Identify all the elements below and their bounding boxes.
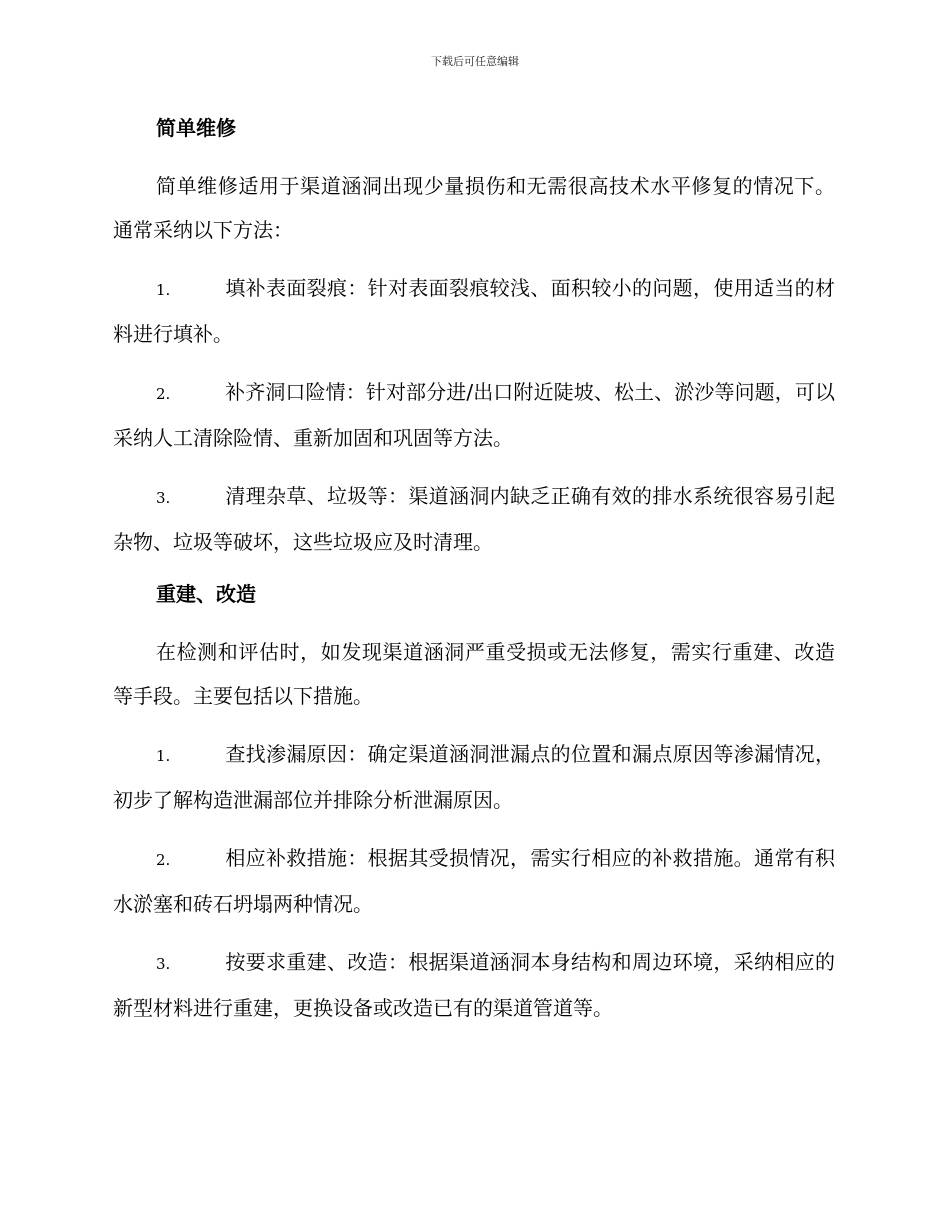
list-item (113, 940, 835, 1030)
list-number: 3. (156, 955, 171, 973)
section-intro-rebuild: 在检测和评估时，如发现渠道涵洞严重受损或无法修复，需实行重建、改造等手段。主要包括以下措施。 (113, 640, 835, 708)
list-item (113, 370, 835, 460)
list-item-text: 补齐洞口险情：针对部分进/出口附近陡坡、松土、淤沙等问题，可以采纳人工清除险情、重新加固和巩固等方法。 (113, 380, 835, 450)
list-item-text: 填补表面裂痕：针对表面裂痕较浅、面积较小的问题，使用适当的材料进行填补。 (113, 276, 835, 346)
list-item (113, 266, 835, 356)
list-item-text: 相应补救措施：根据其受损情况，需实行相应的补救措施。通常有积水淤塞和砖石坍塌两种情况。 (113, 846, 835, 916)
section-heading-simple-repair: 简单维修 (156, 116, 236, 140)
list-number: 1. (156, 747, 171, 765)
list-item (113, 474, 835, 564)
document-body (113, 112, 835, 1044)
list-number: 2. (156, 851, 171, 869)
list-item-text: 查找渗漏原因：确定渠道涵洞泄漏点的位置和漏点原因等渗漏情况，初步了解构造泄漏部位并排除分析泄漏原因。 (113, 742, 835, 812)
list-item (113, 836, 835, 926)
list-number: 1. (156, 281, 171, 299)
section-heading-rebuild: 重建、改造 (156, 582, 256, 606)
section-intro-simple-repair: 简单维修适用于渠道涵洞出现少量损伤和无需很高技术水平修复的情况下。通常采纳以下方法： (113, 174, 835, 242)
list-item-text: 按要求重建、改造：根据渠道涵洞本身结构和周边环境，采纳相应的新型材料进行重建，更换设备或改造已有的渠道管道等。 (113, 950, 835, 1020)
list-number: 2. (156, 385, 171, 403)
list-item (113, 732, 835, 822)
page-header: 下载后可任意编辑 (431, 55, 519, 68)
list-number: 3. (156, 489, 171, 507)
list-item-text: 清理杂草、垃圾等：渠道涵洞内缺乏正确有效的排水系统很容易引起杂物、垃圾等破坏，这些垃圾应及时清理。 (113, 484, 835, 554)
